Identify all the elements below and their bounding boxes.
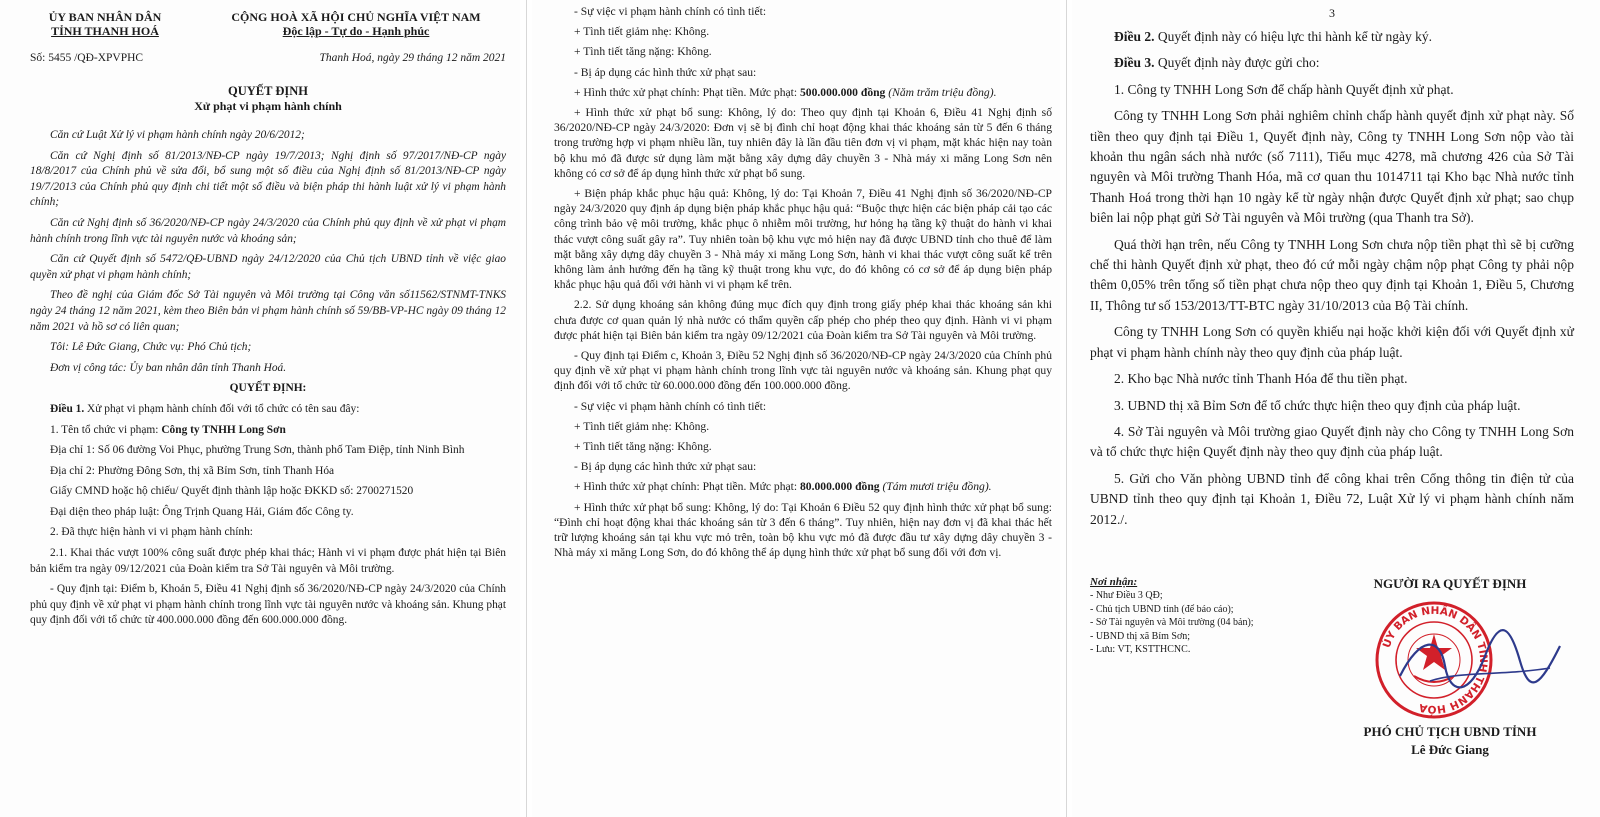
- aggravating-line: + Tình tiết tăng nặng: Không.: [574, 45, 712, 59]
- recipient: - Sở Tài nguyên và Môi trường (04 bản);: [1090, 617, 1254, 629]
- document-subtitle: Xử phạt vi phạm hành chính: [194, 99, 342, 113]
- signer-title: NGƯỜI RA QUYẾT ĐỊNH: [1373, 576, 1527, 591]
- page-divider: [1066, 0, 1067, 817]
- document-number: Số: 5455 /QĐ-XPVPHC: [30, 52, 144, 64]
- address-2: Địa chỉ 2: Phường Đông Sơn, thị xã Bỉm Sơn, tỉnh Thanh Hóa: [50, 464, 335, 477]
- national-title: CỘNG HOÀ XÃ HỘI CHỦ NGHĨA VIỆT NAM Độc lập - Tự do - Hạnh phúc: [231, 10, 481, 38]
- penalties-line: - Bị áp dụng các hình thức xử phạt sau:: [574, 460, 757, 474]
- recipient: - UBND thị xã Bỉm Sơn;: [1090, 630, 1191, 642]
- recipient-item: 4. Sở Tài nguyên và Môi trường giao Quyết định này cho Công ty TNHH Long Sơn và tổ chức thực hiện Quyết định này theo quy định của pháp luật.: [1090, 423, 1574, 460]
- seal-text: ỦY BAN NHÂN DÂN TỈNH THANH HÓA: [1380, 604, 1490, 716]
- recipient-item: 1. Công ty TNHH Long Sơn để chấp hành Quyết định xử phạt.: [1114, 81, 1454, 97]
- signer: [1320, 576, 1580, 757]
- recipient: - Lưu: VT, KSTTHCNC.: [1090, 644, 1191, 656]
- document-date: Thanh Hoá, ngày 29 tháng 12 năm 2021: [319, 52, 506, 64]
- violation-2-2: 2.2. Sử dụng khoáng sản không đúng mục đích quy định trong giấy phép khai thác khoáng sản khi chưa được cơ quan quản lý nhà nước có thẩm quyền cấp phép cho phép theo quy định. Hành vi vi phạm được phát hiện tại Biên bản kiểm tra ngày 09/12/2021 của Đoàn kiểm tra Sở Tài nguyên và Môi trường.: [554, 298, 1052, 342]
- signer-line: Tôi: Lê Đức Giang, Chức vụ: Phó Chủ tịch;: [50, 341, 252, 354]
- recipients-title: Nơi nhận:: [1090, 576, 1138, 588]
- signature-block: [1090, 576, 1580, 806]
- legal-basis: Căn cứ Quyết định số 5472/QĐ-UBND ngày 24/12/2020 của Chủ tịch UBND tỉnh về việc giao quyền xử phạt vi phạm hành chính;: [30, 253, 506, 281]
- late-payment-clause: Quá thời hạn trên, nếu Công ty TNHH Long Sơn chưa nộp tiền phạt thì sẽ bị cưỡng chế thi hành Quyết định xử phạt, theo đó cứ mỗi ngày chậm nộp phạt Công ty phải nộp thêm 0,05% trên tổng số tiền phạt chưa nộp theo quy định tại Khoản 1, Điều 5, Chương II, Thông tư số 153/2013/TT-BTC ngày 31/10/2013 của Bộ Tài chính.: [1090, 236, 1574, 313]
- recipient-item: 3. UBND thị xã Bỉm Sơn để tổ chức thực hiện theo quy định của pháp luật.: [1114, 397, 1521, 413]
- violations-heading: 2. Đã thực hiện hành vi vi phạm hành chính:: [50, 526, 253, 539]
- document-title: QUYẾT ĐỊNH: [228, 84, 308, 98]
- violation-2-2-regulation: - Quy định tại Điểm c, Khoản 3, Điều 52 Nghị định số 36/2020/NĐ-CP ngày 24/3/2020 của Chính phủ quy định về xử phạt vi phạm hành chính trong lĩnh vực tài nguyên nước và khoáng sản. Khung phạt quy định đối với tổ chức từ 60.000.000 đồng đến 100.000.000 đồng.: [554, 349, 1052, 393]
- legal-basis: Căn cứ Nghị định số 36/2020/NĐ-CP ngày 24/3/2020 của Chính phủ quy định về xử phạt vi phạm hành chính trong lĩnh vực tài nguyên nước và khoáng sản;: [30, 216, 506, 245]
- legal-representative: Đại diện theo pháp luật: Ông Trịnh Quang Hải, Giám đốc Công ty.: [50, 505, 354, 518]
- additional-penalty-1: + Hình thức xử phạt bổ sung: Không, lý do: Theo quy định tại Khoản 6, Điều 41 Nghị định số 36/2020/NĐ-CP ngày 24/3/2020: Đơn vị sẽ bị đình chỉ hoạt động khai thác khoáng sản từ 5 đến 6 tháng trong trường hợp vi phạm nhiều lần, tuy nhiên đây là lần đầu tiên đơn vị vi phạm, mặt khác hiện nay toàn bộ khu mỏ đã được sử dụng làm mặt bằng xây dựng dây chuyền 3 - Nhà máy xi măng Long Sơn nên không có cơ sở để áp dụng hình thức xử phạt bổ sung.: [554, 106, 1052, 180]
- signer-name: Lê Đức Giang: [1411, 742, 1489, 757]
- recipient-item: 5. Gửi cho Văn phòng UBND tỉnh để công khai trên Cổng thông tin điện tử của UBND tỉnh theo quy định tại Khoản 1, Điều 72, Luật Xử lý vi phạm hành chính năm 2012./.: [1090, 470, 1574, 527]
- violation-2-1-regulation: - Quy định tại: Điểm b, Khoản 5, Điều 41 Nghị định số 36/2020/NĐ-CP ngày 24/3/2020 của Chính phủ quy định về xử phạt vi phạm hành chính trong lĩnh vực tài nguyên nước và khoáng sản. Khung phạt quy định đối với tổ chức từ 400.000.000 đồng đến 600.000.000 đồng.: [30, 583, 506, 627]
- signer-position: PHÓ CHỦ TỊCH UBND TỈNH: [1363, 724, 1537, 739]
- payment-instructions: Công ty TNHH Long Sơn phải nghiêm chỉnh chấp hành quyết định xử phạt này. Số tiền theo quy định tại Điều 1, Quyết định này, Công ty TNHH Long Sơn nộp vào tài khoản thu ngân sách nhà nước (số 7111), Tiểu mục 4278, mã chương 426 của Sở Tài nguyên và Môi trường Thanh Hóa, mã cơ quan thu 1014711 tại Kho bạc Nhà nước tỉnh Thanh Hoá trong thời hạn 10 ngày kể từ ngày nhận được Quyết định xử phạt; sao chụp biên lai nộp phạt gửi Sở Tài nguyên và Môi trường (qua Thanh tra Sở).: [1090, 108, 1574, 226]
- circumstances-line: - Sự việc vi phạm hành chính có tình tiết:: [574, 399, 767, 413]
- recipient-item: 2. Kho bạc Nhà nước tỉnh Thanh Hóa để thu tiền phạt.: [1114, 371, 1408, 387]
- legal-basis: Căn cứ Nghị định số 81/2013/NĐ-CP ngày 19/7/2013; Nghị định số 97/2017/NĐ-CP ngày 18/8/2017 của Chính phủ về sửa đổi, bổ sung một số điều của Nghị định số 81/2013/NĐ-CP ngày 19/7/2013 của Chính phủ quy định chi tiết một số điều và biện pháp thi hành luật xử lý vi phạm hành chính;: [30, 149, 506, 209]
- page-divider: [526, 0, 527, 817]
- legal-basis: Căn cứ Luật Xử lý vi phạm hành chính ngày 20/6/2012;: [50, 129, 305, 141]
- page-2: [532, 0, 1060, 817]
- registration-number: Giấy CMND hoặc hộ chiếu/ Quyết định thành lập hoặc ĐKKD số: 2700271520: [50, 485, 414, 498]
- aggravating-line: + Tình tiết tăng nặng: Không.: [574, 440, 712, 454]
- penalties-line: - Bị áp dụng các hình thức xử phạt sau:: [574, 65, 757, 79]
- recipient: - Chủ tịch UBND tỉnh (để báo cáo);: [1090, 603, 1234, 615]
- remedial-measures-1: + Biện pháp khắc phục hậu quả: Không, lý do: Tại Khoản 7, Điều 41 Nghị định số 36/2020/NĐ-CP ngày 24/3/2020 quy định áp dụng biện pháp khắc phục hậu quả: “Buộc thực hiện các biện pháp cải tạo các công trình bảo vệ môi trường, khắc phục ô nhiễm môi trường, hư hỏng hạ tầng kỹ thuật do hành vi khai thác vượt công suất gây ra”. Tuy nhiên toàn bộ khu vực mỏ hiện nay đã được UBND tỉnh cho thuê để làm mặt bằng xây dựng dây chuyền 3 - Nhà máy xi măng Long Sơn, hành vi khai thác vượt công suất kể trên không làm ảnh hưởng đến hạ tầng kỹ thuật trong khu vực, do đó không có cơ sở để áp dụng biện pháp khắc phục hậu quả đối với hành vi vi phạm kể trên.: [554, 187, 1052, 292]
- recipients-list: [1090, 576, 1330, 656]
- violation-2-1: 2.1. Khai thác vượt 100% công suất được phép khai thác; Hành vi vi phạm được phát hiện tại Biên bản kiểm tra ngày 09/12/2021 của Đoàn kiểm tra Sở Tài nguyên và Môi trường.: [30, 547, 506, 575]
- decision-heading: QUYẾT ĐỊNH:: [229, 382, 307, 395]
- article-1: Điều 1. Xử phạt vi phạm hành chính đối với tổ chức có tên sau đây:: [50, 402, 360, 415]
- main-penalty-2: + Hình thức xử phạt chính: Phạt tiền. Mức phạt: 80.000.000 đồng (Tám mươi triệu đồng).: [574, 480, 992, 494]
- number-date-line: [30, 52, 506, 64]
- mitigating-line: + Tình tiết giảm nhẹ: Không.: [574, 25, 710, 39]
- page-1: [0, 0, 520, 817]
- handwritten-signature-icon: [1390, 616, 1570, 706]
- article-3: Điều 3. Quyết định này được gửi cho:: [1114, 55, 1320, 71]
- org-name-line: 1. Tên tổ chức vi phạm: Công ty TNHH Long Sơn: [50, 423, 286, 436]
- address-1: Địa chỉ 1: Số 06 đường Voi Phục, phường Trung Sơn, thành phố Tam Điệp, tỉnh Ninh Bình: [50, 444, 465, 457]
- mitigating-line: + Tình tiết giảm nhẹ: Không.: [574, 419, 710, 433]
- recipient: - Như Điều 3 QĐ;: [1090, 590, 1163, 602]
- complaint-rights: Công ty TNHH Long Sơn có quyền khiếu nại hoặc khởi kiện đối với Quyết định xử phạt vi phạm hành chính này theo quy định của pháp luật.: [1090, 324, 1574, 360]
- main-penalty-1: + Hình thức xử phạt chính: Phạt tiền. Mức phạt: 500.000.000 đồng (Năm trăm triệu đồng).: [574, 85, 997, 99]
- additional-penalty-2: + Hình thức xử phạt bổ sung: Không, lý do: Tại Khoản 6 Điều 52 quy định hình thức xử phạt bổ sung: “Đình chỉ hoạt động khai thác khoáng sản từ 3 đến 6 tháng”. Tuy nhiên, hiện nay đơn vị đã khai thác hết trữ lượng khoáng sản tại khu vực mỏ trên, toàn bộ khu vực mỏ đã được đầu tư xây dựng dây chuyền 3 - Nhà máy xi măng Long Sơn, do đó không thể áp dụng hình thức xử phạt bổ sung đối với đơn vị.: [554, 500, 1052, 560]
- issuing-authority: ỦY BAN NHÂN DÂN TỈNH THANH HOÁ: [48, 10, 162, 38]
- article-2: Điều 2. Quyết định này có hiệu lực thi hành kể từ ngày ký.: [1114, 29, 1432, 44]
- document-header: [30, 10, 506, 38]
- page-number: 3: [1329, 6, 1335, 20]
- legal-basis: Theo đề nghị của Giám đốc Sở Tài nguyên và Môi trường tại Công văn số11562/STNMT-TNKS ngày 24 tháng 12 năm 2021, kèm theo Biên bản vi phạm hành chính số 59/BB-VP-HC ngày 09 tháng 12 năm 2021 và hồ sơ có liên quan;: [30, 289, 506, 333]
- work-unit-line: Đơn vị công tác: Ủy ban nhân dân tỉnh Thanh Hoá.: [50, 361, 287, 374]
- circumstances-line: - Sự việc vi phạm hành chính có tình tiết:: [574, 5, 767, 18]
